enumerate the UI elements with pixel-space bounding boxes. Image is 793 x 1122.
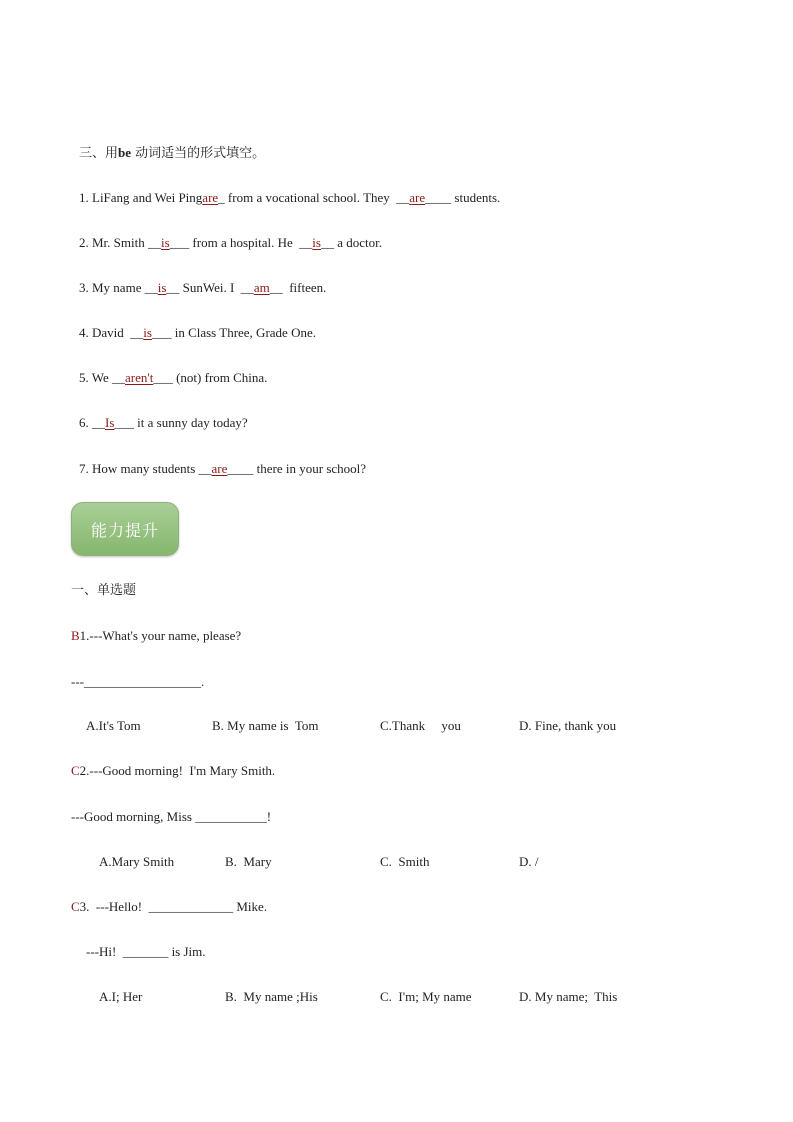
- list-item: 1. LiFang and Wei Pingare_ from a vocational school. They __are____ students.: [79, 190, 501, 205]
- answer-key: C: [71, 763, 80, 778]
- section-heading: 三、用be 动词适当的形式填空。: [79, 145, 266, 161]
- option-b: B. My name is Tom: [212, 718, 319, 733]
- list-item: 7. How many students __are____ there in your school?: [79, 461, 367, 476]
- list-item: 3. My name __is__ SunWei. I __am__ fifteen.: [79, 280, 327, 295]
- list-item: 4. David __is___ in Class Three, Grade One.: [79, 325, 316, 340]
- option-d: D. Fine, thank you: [519, 718, 617, 733]
- question-blank-line: ---Good morning, Miss ___________!: [71, 809, 272, 824]
- section-badge: 能力提升: [71, 502, 179, 556]
- answer-key: B: [71, 628, 80, 643]
- question-stem: C2.---Good morning! I'm Mary Smith.: [71, 763, 276, 778]
- question-stem: B1.---What's your name, please?: [71, 628, 242, 643]
- section-heading: 一、单选题: [71, 583, 137, 598]
- answer-key: C: [71, 899, 80, 914]
- option-b: B. My name ;His: [225, 989, 318, 1004]
- option-d: D. My name; This: [519, 989, 618, 1004]
- option-d: D. /: [519, 854, 539, 869]
- list-item: 6. __Is___ it a sunny day today?: [79, 415, 248, 430]
- option-a: A.I; Her: [99, 989, 143, 1004]
- question-blank-line: ---Hi! _______ is Jim.: [86, 944, 206, 959]
- list-item: 5. We __aren't___ (not) from China.: [79, 370, 268, 385]
- option-b: B. Mary: [225, 854, 272, 869]
- option-c: C. Smith: [380, 854, 430, 869]
- option-c: C. I'm; My name: [380, 989, 472, 1004]
- list-item: 2. Mr. Smith __is___ from a hospital. He __is__ a doctor.: [79, 235, 382, 250]
- question-blank-line: ---__________________.: [71, 674, 205, 689]
- question-stem: C3. ---Hello! _____________ Mike.: [71, 899, 268, 914]
- option-a: A.It's Tom: [86, 718, 141, 733]
- option-a: A.Mary Smith: [99, 854, 175, 869]
- option-c: C.Thank you: [380, 718, 461, 733]
